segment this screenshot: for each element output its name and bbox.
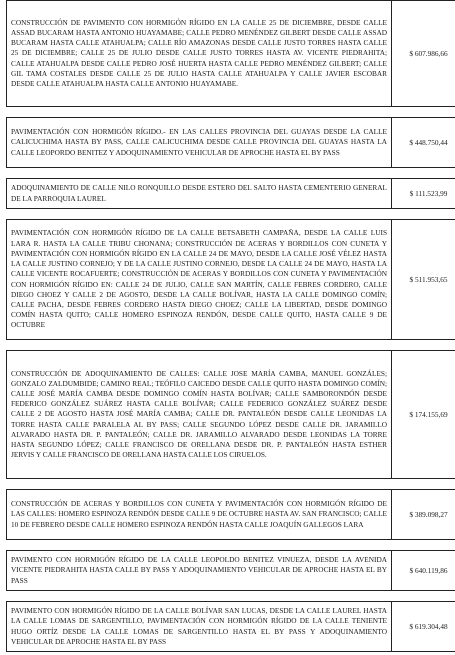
work-description: ADOQUINAMIENTO DE CALLE NILO RONQUILLO DESDE ESTERO DEL SALTO HASTA CEMENTERIO GENERAL DE LA PARROQUIA LAUREL xyxy=(7,179,392,209)
table-row xyxy=(7,220,455,340)
work-amount: $ 619.304,48 xyxy=(392,602,455,652)
works-table xyxy=(6,0,455,652)
table-row xyxy=(7,179,455,209)
work-description: CONSTRUCCIÓN DE ADOQUINAMIENTO DE CALLES: CALLE JOSE MARÍA CAMBA, MANUEL GONZÁLES; GONZALO ZALDUMBIDE; CAMINO REAL; TEÓFILO CAICEDO DESDE CALLE QUITO HASTA DOMINGO COMÍN; CALLE JOSÉ MARÍA CAMBA DESDE DOMINGO COMÍN HASTA BOLÍVAR; CALLE SAMBORONDÓN DESDE FEDERICO GONZÁLEZ SUÁREZ HASTA CALLE BOLÍVAR; CALLE FEDERICO GONZÁLEZ SUÁREZ DESDE CALLE 2 DE AGOSTO HASTA JOSÉ MARÍA CAMBA; CALLE DR. PANTALEÓN DESDE CALLE LEONIDAS LA TORRE HASTA CALLE PARALELA AL BY PASS; CALLE SEGUNDO LÓPEZ DESDE CALLE DR. JARAMILLO ALVARADO HASTA DR. P. PANTALEÓN; CALLE DR. JARAMILLO ALVARADO DESDE LEONIDAS LA TORRE HASTA SEGUNDO LÓPEZ; CALLE FRANCISCO DE ORELLANA DESDE DR. P. PANTALEÓN HASTA ESTHER JERVIS Y CALLE FRANCISCO DE ORELLANA HASTA CALLE LOS CIRUELOS. xyxy=(7,351,392,479)
work-amount: $ 511.953,65 xyxy=(392,220,455,340)
row-spacer xyxy=(7,479,455,490)
row-spacer xyxy=(7,591,455,602)
work-amount: $ 448.750,44 xyxy=(392,118,455,168)
work-description: PAVIMENTACIÓN CON HORMIGÓN RÍGIDO DE LA CALLE BETSABETH CAMPAÑA, DESDE LA CALLE LUIS LARA R. HASTA LA CALLE TRIBU CHONANA; CONSTRUCCIÓN DE ACERAS Y BORDILLOS CON CUNETA Y PAVIMENTACIÓN CON HORMIGÓN RÍGIDO EN LA CALLE 24 DE MAYO, DESDE LA CALLE JOSÉ VÉLEZ HASTA LA CALLE JUSTINO CORNEJO; Y DE LA CALLE JUSTINO CORNEJO, DESDE LA CALLE 24 DE MAYO, HASTA LA CALLE VICENTE ROCAFUERTE; CONSTRUCCIÓN DE ACERAS Y BORDILLOS CON CUNETA Y PAVIMENTACIÓN CON HORMIGÓN RÍGIDO EN: CALLE 24 DE JULIO, CALLE SAN MARTÍN, CALLE FEBRES CORDERO, CALLE DIEGO CHOEZ Y CALLE 2 DE AGOSTO, DESDE LA CALLE BOLÍVAR, HASTA LA CALLE DOMINGO COMÍN; CALLE PACHA, DESDE FEBRES CORDERO HASTA DIEGO CHOEZ; CALLE LA LIBERTAD, DESDE DOMINGO COMÍN HASTA QUITO; CALLE HOMERO ESPINOZA RENDÓN, DESDE CALLE QUITO, HASTA CALLE 9 DE OCTUBRE xyxy=(7,220,392,340)
table-row xyxy=(7,1,455,107)
work-description: PAVIMENTO CON HORMIGÓN RÍGIDO DE LA CALLE LEOPOLDO BENITEZ VINUEZA, DESDE LA AVENIDA VICENTE PIEDRAHITA HASTA CALLE BY PASS Y ADOQUINAMIENTO VEHICULAR DE APROCHE HASTA EL BY PASS xyxy=(7,551,392,591)
row-spacer xyxy=(7,168,455,179)
work-description: PAVIMENTO CON HORMIGÓN RÍGIDO DE LA CALLE BOLÍVAR SAN LUCAS, DESDE LA CALLE LAUREL HASTA LA CALLE LOMAS DE SARGENTILLO, PAVIMENTACIÓN CON HORMIGÓN RÍGIDO DE LA CALLE TENIENTE HUGO ORTÍZ DESDE LA CALLE LOMAS DE SARGENTILLO HASTA EL BY PASS Y ADOQUINAMIENTO VEHICULAR DE APROCHE HASTA EL BY PASS xyxy=(7,602,392,652)
row-spacer xyxy=(7,340,455,351)
table-row xyxy=(7,551,455,591)
work-description: CONSTRUCCIÓN DE PAVIMENTO CON HORMIGÓN RÍGIDO EN LA CALLE 25 DE DICIEMBRE, DESDE CALLE ASSAD BUCARAM HASTA ANTONIO HUAYAMABE; CALLE PEDRO MENÉNDEZ GILBERT DESDE CALLE ASSAD BUCARAM HASTA CALLE ATAHUALPA; CALLE RÍO AMAZONAS DESDE CALLE JUSTO TORRES HASTA CALLE 25 DE DICIEMBRE; CALLE 25 DE JULIO DESDE CALLE JUSTO TORRES HASTA AV. VICENTE PIEDRAHITA; CALLE ATAHUALPA DESDE CALLE PEDRO JOSÉ HUERTA HASTA CALLE PEDRO MENÉNDEZ GILBERT; CALLE GIL TAMA COSTALES DESDE CALLE 25 DE JULIO HASTA CALLE ATAHUALPA Y CALLE JAVIER ESCOBAR DESDE CALLE ATAHUALPA HASTA CALLE ANTONIO HUAYAMABE. xyxy=(7,1,392,107)
work-description: PAVIMENTACIÓN CON HORMIGÓN RÍGIDO.- EN LAS CALLES PROVINCIA DEL GUAYAS DESDE LA CALLE CALICUCHIMA HASTA BY PASS, CALLE CALICUCHIMA DESDE CALLE PROVINCIA DEL GUAYAS HASTA LA CALLE LEOPORDO BENITEZ Y ADOQUINAMIENTO VEHICULAR DE APROCHE HASTA EL BY PASS xyxy=(7,118,392,168)
row-spacer xyxy=(7,107,455,118)
table-row xyxy=(7,490,455,540)
work-amount: $ 607.986,66 xyxy=(392,1,455,107)
table-row xyxy=(7,351,455,479)
table-row xyxy=(7,118,455,168)
work-description: CONSTRUCCIÓN DE ACERAS Y BORDILLOS CON CUNETA Y PAVIMENTACIÓN CON HORMIGÓN RÍGIDO DE LAS CALLES: HOMERO ESPINOZA RENDÓN DESDE CALLE 9 DE OCTUBRE HASTA AV. SAN FRANCISCO; CALLE 10 DE FEBRERO DESDE CALLE HOMERO ESPINOZA RENDÓN HASTA CALLE JOAQUÍN GALLEGOS LARA xyxy=(7,490,392,540)
table-row xyxy=(7,602,455,652)
row-spacer xyxy=(7,540,455,551)
work-amount: $ 640.119,86 xyxy=(392,551,455,591)
row-spacer xyxy=(7,209,455,220)
work-amount: $ 389.098,27 xyxy=(392,490,455,540)
work-amount: $ 111.523,99 xyxy=(392,179,455,209)
work-amount: $ 174.155,69 xyxy=(392,351,455,479)
